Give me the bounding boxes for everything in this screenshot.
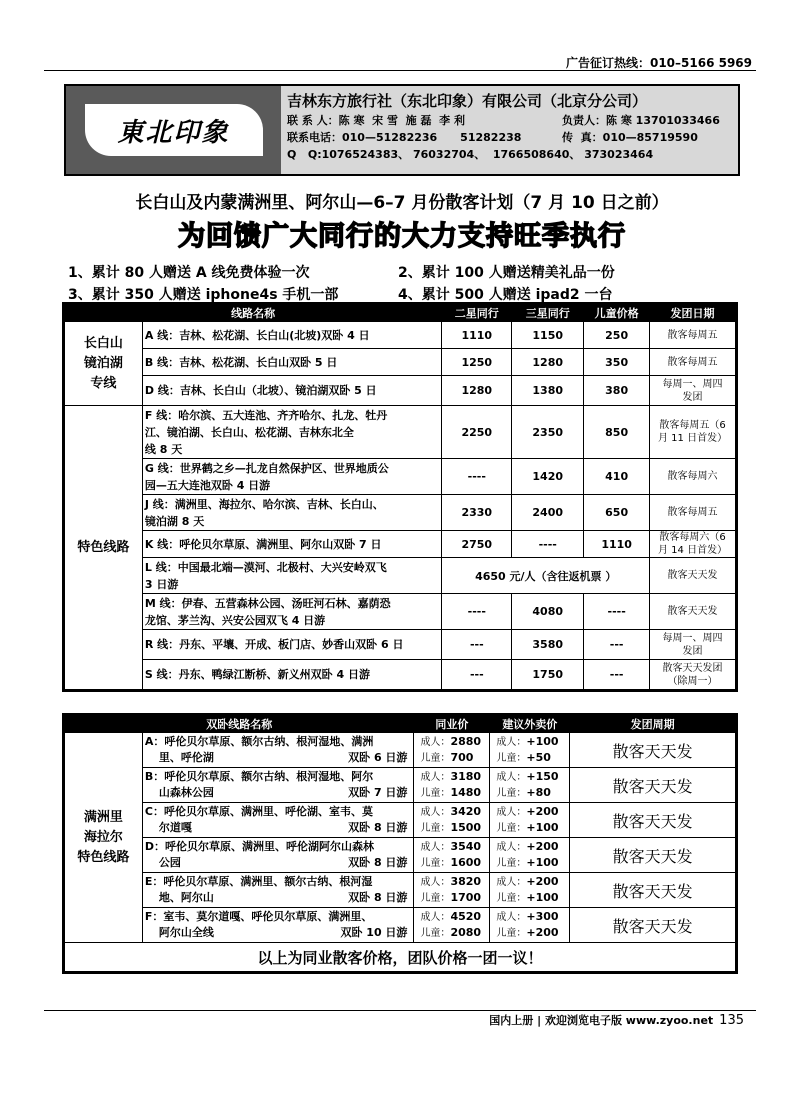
table-row	[65, 322, 736, 349]
child-price: 250	[584, 322, 650, 349]
schedule: 散客天天发	[570, 803, 736, 838]
adult-label: 成人：	[420, 842, 451, 853]
schedule: 散客天天发	[570, 838, 736, 873]
trade-price	[414, 733, 490, 768]
child-retail-price	[496, 890, 567, 906]
adult-retail-value: +200	[526, 805, 559, 818]
three-star-price: ----	[512, 531, 584, 558]
adult-retail-price	[496, 909, 567, 925]
child-retail-price	[496, 855, 567, 871]
adult-trade-value: 3420	[450, 805, 482, 818]
route-line-1: B：呼伦贝尔草原、额尔古纳、根河湿地、阿尔	[144, 770, 374, 783]
adult-trade-price	[420, 909, 487, 925]
child-retail-value: +100	[526, 891, 559, 904]
adult-retail-price	[496, 734, 567, 750]
child-price: ---	[584, 660, 650, 690]
child-trade-value: 2080	[450, 926, 482, 939]
table-header-row	[65, 305, 736, 322]
col-header-three-star: 三星同行	[512, 305, 584, 322]
route-name: D 线：吉林、长白山（北坡）、镜泊湖双卧 5 日	[142, 376, 441, 406]
route-name	[142, 768, 414, 803]
col-header-departure: 发团日期	[650, 305, 736, 322]
adult-label: 成人：	[496, 877, 527, 888]
logo-text: 東北印象	[85, 104, 263, 156]
departure-date: 散客每周六（6 月 14 日首发）	[650, 531, 736, 558]
child-retail-price	[496, 750, 567, 766]
schedule: 散客天天发	[570, 908, 736, 943]
col-header-retail-price: 建议外卖价	[490, 716, 570, 733]
child-price: 410	[584, 459, 650, 495]
promotions	[68, 262, 748, 306]
promo-item: 2、累计 100 人赠送精美礼品一份	[398, 265, 615, 281]
retail-price	[490, 838, 570, 873]
departure-date: 散客每周五	[650, 495, 736, 531]
table-header-row	[65, 716, 736, 733]
route-days: 双卧 8 日游	[348, 856, 408, 869]
trade-price	[414, 768, 490, 803]
child-trade-value: 700	[450, 751, 474, 764]
adult-retail-value: +150	[526, 770, 559, 783]
child-label: 儿童：	[420, 858, 451, 869]
three-star-price: 1750	[512, 660, 584, 690]
two-star-price: 1110	[442, 322, 512, 349]
promo-item: 4、累计 500 人赠送 ipad2 一台	[398, 287, 613, 303]
route-days: 双卧 8 日游	[348, 821, 408, 834]
child-retail-value: +80	[526, 786, 551, 799]
child-label: 儿童：	[420, 823, 451, 834]
page-number: 135	[719, 1013, 744, 1028]
three-star-price: 1150	[512, 322, 584, 349]
child-label: 儿童：	[420, 788, 451, 799]
route-days: 双卧 8 日游	[348, 891, 408, 904]
adult-retail-value: +300	[526, 910, 559, 923]
route-days: 双卧 6 日游	[348, 751, 408, 764]
route-name	[142, 873, 414, 908]
group-label: 长白山 镜泊湖 专线	[65, 322, 143, 406]
adult-label: 成人：	[496, 772, 527, 783]
route-line-2	[145, 925, 412, 941]
qq-numbers: Q Q:1076524383、 76032704、 1766508640、 373023464	[287, 148, 654, 161]
col-header-child: 儿童价格	[584, 305, 650, 322]
adult-label: 成人：	[420, 737, 451, 748]
adult-label: 成人：	[420, 772, 451, 783]
route-line-2-text: 公园	[158, 856, 181, 869]
two-star-price: ---	[442, 660, 512, 690]
child-retail-value: +100	[526, 856, 559, 869]
child-retail-price	[496, 820, 567, 836]
two-star-price: 1280	[442, 376, 512, 406]
child-trade-price	[420, 785, 487, 801]
route-name	[142, 733, 414, 768]
departure-date: 每周一、周四 发团	[650, 630, 736, 660]
retail-price	[490, 908, 570, 943]
departure-date: 散客每周六	[650, 459, 736, 495]
route-line-2	[145, 820, 412, 836]
merged-price: 4650 元/人（含往返机票 ）	[442, 558, 650, 594]
child-trade-price	[420, 890, 487, 906]
child-trade-value: 1700	[450, 891, 482, 904]
child-trade-value: 1500	[450, 821, 482, 834]
three-star-price: 2400	[512, 495, 584, 531]
child-label: 儿童：	[496, 753, 527, 764]
adult-label: 成人：	[496, 912, 527, 923]
child-price: ----	[584, 594, 650, 630]
page-title: 长白山及内蒙满洲里、阿尔山—6–7 月份散客计划（7 月 10 日之前）	[135, 193, 669, 213]
table-row	[65, 594, 736, 630]
table-row	[65, 349, 736, 376]
adult-label: 成人：	[496, 737, 527, 748]
child-price: 380	[584, 376, 650, 406]
route-name: K 线：呼伦贝尔草原、满洲里、阿尔山双卧 7 日	[142, 531, 441, 558]
route-days: 双卧 10 日游	[340, 926, 408, 939]
child-label: 儿童：	[420, 893, 451, 904]
table-footnote: 以上为同业散客价格，团队价格一团一议！	[65, 943, 736, 972]
retail-price	[490, 873, 570, 908]
col-header-schedule: 发团周期	[570, 716, 736, 733]
adult-retail-price	[496, 839, 567, 855]
adult-trade-value: 3540	[450, 840, 482, 853]
route-name	[142, 803, 414, 838]
child-label: 儿童：	[420, 928, 451, 939]
promo-item: 3、累计 350 人赠送 iphone4s 手机一部	[68, 287, 339, 303]
fax: 传 真：010—85719590	[562, 131, 698, 144]
child-price: 1110	[584, 531, 650, 558]
adult-retail-price	[496, 874, 567, 890]
three-star-price: 3580	[512, 630, 584, 660]
route-line-2-text: 山森林公园	[158, 786, 214, 799]
three-star-price: 2350	[512, 406, 584, 459]
departure-date: 每周一、周四 发团	[650, 376, 736, 406]
route-name	[142, 908, 414, 943]
adult-retail-value: +200	[526, 840, 559, 853]
table-row	[65, 531, 736, 558]
route-line-1: A：呼伦贝尔草原、额尔古纳、根河湿地、满洲	[144, 735, 374, 748]
route-line-2	[145, 855, 412, 871]
route-name: S 线：丹东、鸭绿江断桥、新义州双卧 4 日游	[142, 660, 441, 690]
group-label: 特色线路	[65, 406, 143, 690]
route-name: B 线：吉林、松花湖、长白山双卧 5 日	[142, 349, 441, 376]
table-row	[65, 376, 736, 406]
company-name: 吉林东方旅行社（东北印象）有限公司（北京分公司）	[287, 92, 648, 110]
promo-item: 1、累计 80 人赠送 A 线免费体验一次	[68, 265, 310, 281]
child-trade-value: 1600	[450, 856, 482, 869]
child-price: ---	[584, 630, 650, 660]
child-retail-value: +50	[526, 751, 551, 764]
adult-label: 成人：	[496, 807, 527, 818]
table-row	[65, 873, 736, 908]
group-label: 满洲里 海拉尔 特色线路	[65, 733, 143, 943]
schedule: 散客天天发	[570, 768, 736, 803]
adult-retail-value: +100	[526, 735, 559, 748]
adult-trade-price	[420, 734, 487, 750]
two-star-price: 1250	[442, 349, 512, 376]
child-label: 儿童：	[496, 823, 527, 834]
child-label: 儿童：	[420, 753, 451, 764]
ad-hotline: 广告征订热线：010–5166 5969	[565, 56, 752, 70]
adult-label: 成人：	[420, 807, 451, 818]
route-line-1: F：室韦、莫尔道嘎、呼伦贝尔草原、满洲里、	[144, 910, 373, 923]
contact-phone: 联系电话：010—51282236 51282238	[287, 131, 522, 144]
child-retail-price	[496, 925, 567, 941]
trade-price	[414, 838, 490, 873]
route-name: G 线：世界鹤之乡—扎龙自然保护区、世界地质公 园—五大连池双卧 4 日游	[142, 459, 441, 495]
table-row	[65, 733, 736, 768]
page-footer	[489, 1012, 744, 1028]
child-trade-price	[420, 855, 487, 871]
table-row	[65, 495, 736, 531]
departure-date: 散客每周五	[650, 322, 736, 349]
adult-trade-value: 3180	[450, 770, 482, 783]
three-star-price: 1380	[512, 376, 584, 406]
route-line-2	[145, 785, 412, 801]
route-price-table	[64, 304, 736, 690]
child-retail-value: +200	[526, 926, 559, 939]
child-trade-price	[420, 820, 487, 836]
route-line-1: C：呼伦贝尔草原、满洲里、呼伦湖、室韦、莫	[144, 805, 373, 818]
route-days: 双卧 7 日游	[348, 786, 408, 799]
adult-retail-price	[496, 769, 567, 785]
departure-date: 散客每周五	[650, 349, 736, 376]
two-star-price: ---	[442, 630, 512, 660]
adult-trade-value: 4520	[450, 910, 482, 923]
adult-label: 成人：	[420, 912, 451, 923]
route-name: F 线：哈尔滨、五大连池、齐齐哈尔、扎龙、牡丹 江、镜泊湖、长白山、松花湖、吉林东北全 线 8 天	[142, 406, 441, 459]
footer-text: 国内上册 | 欢迎浏览电子版 www.zyoo.net	[489, 1014, 714, 1027]
col-header-two-star: 二星同行	[442, 305, 512, 322]
adult-retail-value: +200	[526, 875, 559, 888]
table-footer-row	[65, 943, 736, 972]
child-trade-value: 1480	[450, 786, 482, 799]
route-name: M 线：伊春、五营森林公园、汤旺河石林、嘉荫恐 龙馆、茅兰沟、兴安公园双飞 4 日游	[142, 594, 441, 630]
child-retail-price	[496, 785, 567, 801]
trade-price	[414, 873, 490, 908]
trade-price	[414, 908, 490, 943]
route-line-1: D：呼伦贝尔草原、满洲里、呼伦湖阿尔山森林	[144, 840, 375, 853]
company-info	[281, 86, 738, 174]
route-name: L 线：中国最北端—漠河、北极村、大兴安岭双飞 3 日游	[142, 558, 441, 594]
col-header-route: 双卧线路名称	[65, 716, 414, 733]
two-star-price: 2750	[442, 531, 512, 558]
table-row	[65, 838, 736, 873]
company-header	[64, 84, 740, 176]
table-row	[65, 630, 736, 660]
promo-row	[68, 284, 748, 306]
adult-trade-value: 3820	[450, 875, 482, 888]
contact-persons: 联 系 人：陈 寒 宋 雪 施 磊 李 利	[287, 114, 465, 127]
adult-label: 成人：	[496, 842, 527, 853]
departure-date: 散客天天发	[650, 594, 736, 630]
three-star-price: 4080	[512, 594, 584, 630]
manzhouli-route-table	[64, 715, 736, 972]
child-trade-price	[420, 925, 487, 941]
schedule: 散客天天发	[570, 733, 736, 768]
two-star-price: 2330	[442, 495, 512, 531]
slogan: 为回馈广大同行的大力支持旺季执行	[178, 221, 626, 252]
child-price: 650	[584, 495, 650, 531]
retail-price	[490, 768, 570, 803]
route-name	[142, 838, 414, 873]
adult-trade-price	[420, 839, 487, 855]
child-label: 儿童：	[496, 788, 527, 799]
table-row	[65, 406, 736, 459]
two-star-price: 2250	[442, 406, 512, 459]
top-divider	[44, 70, 756, 71]
route-line-2-text: 阿尔山全线	[158, 926, 214, 939]
table-row	[65, 803, 736, 838]
adult-trade-value: 2880	[450, 735, 482, 748]
two-star-price: ----	[442, 594, 512, 630]
route-line-2-text: 地、阿尔山	[158, 891, 214, 904]
child-label: 儿童：	[496, 893, 527, 904]
col-header-trade-price: 同业价	[414, 716, 490, 733]
table-row	[65, 459, 736, 495]
child-label: 儿童：	[496, 858, 527, 869]
table-row	[65, 558, 736, 594]
three-star-price: 1280	[512, 349, 584, 376]
retail-price	[490, 803, 570, 838]
departure-date: 散客每周五（6 月 11 日首发）	[650, 406, 736, 459]
adult-retail-price	[496, 804, 567, 820]
child-retail-value: +100	[526, 821, 559, 834]
route-name: J 线：满洲里、海拉尔、哈尔滨、吉林、长白山、 镜泊湖 8 天	[142, 495, 441, 531]
trade-price	[414, 803, 490, 838]
route-line-2-text: 尔道嘎	[158, 821, 192, 834]
route-name: R 线：丹东、平壤、开成、板门店、妙香山双卧 6 日	[142, 630, 441, 660]
three-star-price: 1420	[512, 459, 584, 495]
route-line-2-text: 里、呼伦湖	[158, 751, 214, 764]
route-line-2	[145, 890, 412, 906]
child-trade-price	[420, 750, 487, 766]
retail-price	[490, 733, 570, 768]
promo-row	[68, 262, 748, 284]
adult-label: 成人：	[420, 877, 451, 888]
adult-trade-price	[420, 804, 487, 820]
route-line-2	[145, 750, 412, 766]
schedule: 散客天天发	[570, 873, 736, 908]
adult-trade-price	[420, 769, 487, 785]
child-label: 儿童：	[496, 928, 527, 939]
route-name: A 线：吉林、松花湖、长白山(北坡)双卧 4 日	[142, 322, 441, 349]
route-line-1: E：呼伦贝尔草原、满洲里、额尔古纳、根河湿	[144, 875, 373, 888]
table-row	[65, 768, 736, 803]
col-header-route: 线路名称	[65, 305, 442, 322]
departure-date: 散客天天发	[650, 558, 736, 594]
adult-trade-price	[420, 874, 487, 890]
two-star-price: ----	[442, 459, 512, 495]
table-row	[65, 660, 736, 690]
child-price: 850	[584, 406, 650, 459]
child-price: 350	[584, 349, 650, 376]
company-logo	[66, 86, 281, 174]
table-row	[65, 908, 736, 943]
manager: 负责人：陈 寒 13701033466	[562, 114, 720, 127]
departure-date: 散客天天发团 （除周一）	[650, 660, 736, 690]
footer-divider	[44, 1010, 756, 1011]
